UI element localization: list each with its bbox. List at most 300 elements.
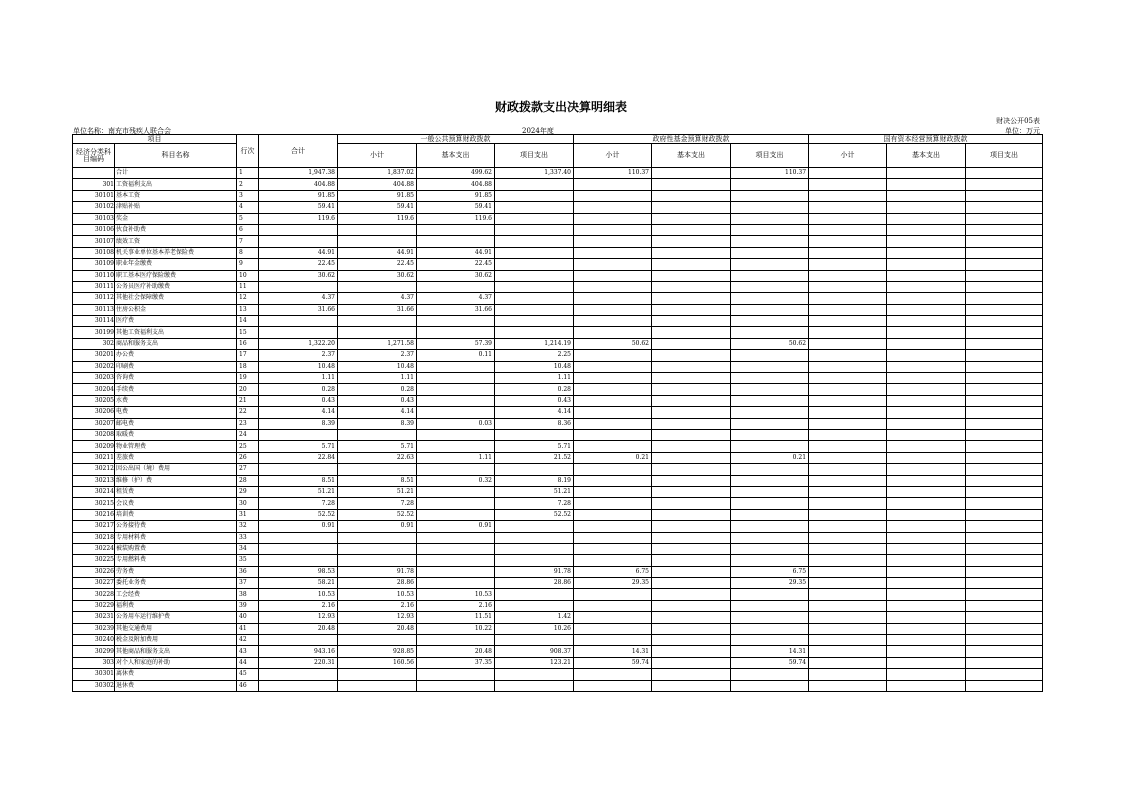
cell-value	[966, 646, 1043, 657]
cell-value	[652, 407, 731, 418]
cell-value	[966, 384, 1043, 395]
cell-line-no: 35	[237, 555, 259, 566]
cell-value	[338, 669, 417, 680]
cell-line-no: 24	[237, 429, 259, 440]
header-total: 合计	[259, 135, 338, 168]
cell-value: 58.21	[259, 578, 338, 589]
cell-value	[731, 635, 809, 646]
cell-value	[966, 259, 1043, 270]
cell-value	[966, 600, 1043, 611]
cell-name: 基本工资	[115, 190, 237, 201]
cell-value: 5.71	[495, 441, 574, 452]
cell-name: 职工基本医疗保险缴费	[115, 270, 237, 281]
table-row	[73, 327, 1043, 338]
cell-value	[652, 452, 731, 463]
cell-value	[809, 429, 887, 440]
table-row	[73, 509, 1043, 520]
cell-value	[731, 270, 809, 281]
cell-value	[652, 441, 731, 452]
cell-code: 30240	[73, 635, 115, 646]
cell-value	[338, 532, 417, 543]
cell-name: 其他社会保障缴费	[115, 293, 237, 304]
cell-value: 31.66	[338, 304, 417, 315]
cell-value	[731, 521, 809, 532]
cell-value	[966, 589, 1043, 600]
cell-value: 119.6	[259, 213, 338, 224]
cell-value	[574, 543, 652, 554]
cell-name: 邮电费	[115, 418, 237, 429]
cell-value	[417, 509, 495, 520]
cell-value	[495, 635, 574, 646]
cell-value	[887, 452, 966, 463]
header-capital-subtotal: 小计	[809, 144, 887, 168]
cell-value	[731, 623, 809, 634]
cell-line-no: 21	[237, 395, 259, 406]
cell-value	[574, 304, 652, 315]
cell-value: 51.21	[495, 486, 574, 497]
cell-value: 119.6	[417, 213, 495, 224]
table-row	[73, 680, 1043, 691]
cell-line-no: 40	[237, 612, 259, 623]
cell-line-no: 9	[237, 259, 259, 270]
cell-value	[887, 373, 966, 384]
cell-value: 22.45	[338, 259, 417, 270]
cell-code: 30212	[73, 464, 115, 475]
cell-value: 20.48	[417, 646, 495, 657]
cell-value	[574, 270, 652, 281]
cell-value	[574, 213, 652, 224]
cell-value	[887, 486, 966, 497]
cell-value	[259, 464, 338, 475]
cell-line-no: 6	[237, 224, 259, 235]
cell-value	[887, 578, 966, 589]
table-row	[73, 441, 1043, 452]
cell-code: 30224	[73, 543, 115, 554]
cell-line-no: 33	[237, 532, 259, 543]
cell-value	[574, 281, 652, 292]
cell-value: 12.93	[259, 612, 338, 623]
cell-value	[809, 623, 887, 634]
table-row	[73, 179, 1043, 190]
table-row	[73, 452, 1043, 463]
cell-value: 91.85	[338, 190, 417, 201]
cell-value: 51.21	[259, 486, 338, 497]
cell-value	[731, 669, 809, 680]
cell-value	[338, 464, 417, 475]
cell-value: 4.14	[495, 407, 574, 418]
cell-name: 租赁费	[115, 486, 237, 497]
cell-line-no: 15	[237, 327, 259, 338]
cell-value	[652, 304, 731, 315]
cell-code: 30209	[73, 441, 115, 452]
cell-value: 1.11	[259, 373, 338, 384]
cell-value	[259, 224, 338, 235]
cell-name: 职业年金缴费	[115, 259, 237, 270]
cell-value	[652, 532, 731, 543]
cell-value	[731, 202, 809, 213]
cell-value	[966, 224, 1043, 235]
cell-value: 0.21	[574, 452, 652, 463]
cell-value	[809, 259, 887, 270]
cell-value: 2.37	[259, 350, 338, 361]
cell-value	[338, 555, 417, 566]
cell-value	[652, 190, 731, 201]
cell-value	[495, 281, 574, 292]
cell-value	[259, 532, 338, 543]
cell-value	[966, 270, 1043, 281]
cell-line-no: 43	[237, 646, 259, 657]
cell-value	[574, 635, 652, 646]
cell-value	[259, 327, 338, 338]
cell-line-no: 41	[237, 623, 259, 634]
cell-value: 10.22	[417, 623, 495, 634]
cell-value	[495, 521, 574, 532]
cell-value	[731, 600, 809, 611]
cell-line-no: 32	[237, 521, 259, 532]
cell-value: 10.53	[259, 589, 338, 600]
table-row	[73, 600, 1043, 611]
cell-value	[887, 327, 966, 338]
cell-value	[966, 543, 1043, 554]
cell-value: 404.88	[259, 179, 338, 190]
cell-value	[574, 373, 652, 384]
cell-value: 20.48	[338, 623, 417, 634]
cell-value	[652, 327, 731, 338]
cell-value	[966, 475, 1043, 486]
cell-line-no: 2	[237, 179, 259, 190]
header-general-budget: 一般公共预算财政拨款	[338, 135, 574, 144]
cell-value	[809, 589, 887, 600]
cell-value: 123.21	[495, 657, 574, 668]
cell-value	[966, 407, 1043, 418]
cell-value	[966, 623, 1043, 634]
cell-value: 1,271.58	[338, 338, 417, 349]
cell-value: 22.45	[259, 259, 338, 270]
cell-value	[966, 179, 1043, 190]
cell-value	[887, 669, 966, 680]
cell-name: 合计	[115, 168, 237, 179]
cell-line-no: 14	[237, 316, 259, 327]
cell-value	[652, 384, 731, 395]
cell-value	[887, 418, 966, 429]
cell-value: 10.26	[495, 623, 574, 634]
cell-value	[652, 464, 731, 475]
cell-value	[966, 361, 1043, 372]
cell-value	[574, 179, 652, 190]
unit-name: 单位名称：南充市残疾人联合会	[73, 127, 171, 135]
cell-value	[887, 316, 966, 327]
cell-value	[417, 281, 495, 292]
cell-value	[966, 669, 1043, 680]
cell-line-no: 34	[237, 543, 259, 554]
cell-value	[652, 578, 731, 589]
cell-value	[809, 224, 887, 235]
cell-value: 22.63	[338, 452, 417, 463]
cell-value	[574, 669, 652, 680]
cell-value	[731, 293, 809, 304]
cell-value	[966, 418, 1043, 429]
table-row	[73, 168, 1043, 179]
cell-code: 30227	[73, 578, 115, 589]
cell-name: 水费	[115, 395, 237, 406]
cell-value	[417, 407, 495, 418]
cell-value: 28.86	[338, 578, 417, 589]
cell-value	[887, 566, 966, 577]
cell-value	[338, 635, 417, 646]
cell-value	[574, 589, 652, 600]
cell-line-no: 17	[237, 350, 259, 361]
cell-value	[966, 441, 1043, 452]
cell-value: 160.56	[338, 657, 417, 668]
cell-value	[731, 555, 809, 566]
cell-value: 91.78	[495, 566, 574, 577]
cell-value: 1.11	[495, 373, 574, 384]
cell-value	[887, 281, 966, 292]
table-row	[73, 657, 1043, 668]
table-row	[73, 384, 1043, 395]
cell-name: 对个人和家庭的补助	[115, 657, 237, 668]
cell-value	[966, 350, 1043, 361]
cell-value: 1.42	[495, 612, 574, 623]
cell-value	[338, 224, 417, 235]
cell-value: 5.71	[338, 441, 417, 452]
cell-value	[652, 543, 731, 554]
table-row	[73, 543, 1043, 554]
cell-value	[259, 236, 338, 247]
cell-value	[417, 441, 495, 452]
cell-value	[574, 259, 652, 270]
cell-value	[574, 612, 652, 623]
cell-value	[809, 464, 887, 475]
cell-name: 委托业务费	[115, 578, 237, 589]
cell-value	[809, 566, 887, 577]
cell-code	[73, 168, 115, 179]
cell-value	[809, 338, 887, 349]
cell-value	[574, 236, 652, 247]
cell-value	[809, 657, 887, 668]
cell-line-no: 13	[237, 304, 259, 315]
cell-value	[887, 429, 966, 440]
cell-value	[495, 680, 574, 691]
cell-name: 维修（护）费	[115, 475, 237, 486]
cell-value	[731, 395, 809, 406]
cell-value	[809, 521, 887, 532]
cell-value	[966, 555, 1043, 566]
form-number: 财决公开05表	[996, 117, 1040, 125]
cell-value: 0.91	[338, 521, 417, 532]
cell-value: 4.37	[338, 293, 417, 304]
cell-value	[574, 361, 652, 372]
cell-value	[809, 612, 887, 623]
cell-value: 4.37	[417, 293, 495, 304]
cell-value	[809, 213, 887, 224]
header-general-project: 项目支出	[495, 144, 574, 168]
cell-value	[338, 543, 417, 554]
cell-value	[731, 304, 809, 315]
cell-value: 57.39	[417, 338, 495, 349]
header-capital-project: 项目支出	[966, 144, 1043, 168]
cell-value	[495, 429, 574, 440]
cell-value	[731, 407, 809, 418]
cell-value	[574, 555, 652, 566]
cell-value	[809, 600, 887, 611]
cell-code: 30103	[73, 213, 115, 224]
cell-value	[495, 224, 574, 235]
cell-name: 住房公积金	[115, 304, 237, 315]
cell-value	[417, 669, 495, 680]
cell-code: 30207	[73, 418, 115, 429]
cell-name: 退休费	[115, 680, 237, 691]
cell-value	[809, 373, 887, 384]
cell-name: 福利费	[115, 600, 237, 611]
cell-value	[259, 429, 338, 440]
cell-value	[652, 395, 731, 406]
cell-value	[731, 224, 809, 235]
cell-value: 29.35	[731, 578, 809, 589]
cell-value	[887, 224, 966, 235]
cell-name: 培训费	[115, 509, 237, 520]
cell-value	[652, 509, 731, 520]
cell-value	[966, 327, 1043, 338]
cell-value	[652, 202, 731, 213]
cell-value	[574, 202, 652, 213]
cell-value	[887, 646, 966, 657]
cell-line-no: 28	[237, 475, 259, 486]
cell-name: 物业管理费	[115, 441, 237, 452]
table-row	[73, 407, 1043, 418]
header-name: 科目名称	[115, 144, 237, 168]
cell-line-no: 36	[237, 566, 259, 577]
cell-value: 10.48	[259, 361, 338, 372]
table-row	[73, 486, 1043, 497]
cell-value	[966, 213, 1043, 224]
cell-value	[495, 532, 574, 543]
cell-value	[495, 669, 574, 680]
cell-code: 30226	[73, 566, 115, 577]
cell-line-no: 4	[237, 202, 259, 213]
cell-value	[887, 384, 966, 395]
cell-value	[652, 612, 731, 623]
table-row	[73, 247, 1043, 258]
cell-code: 30203	[73, 373, 115, 384]
cell-value	[809, 179, 887, 190]
cell-value: 220.31	[259, 657, 338, 668]
cell-value: 59.41	[417, 202, 495, 213]
cell-line-no: 7	[237, 236, 259, 247]
cell-code: 30111	[73, 281, 115, 292]
cell-value	[809, 498, 887, 509]
cell-value	[259, 635, 338, 646]
cell-value	[652, 259, 731, 270]
cell-value	[417, 464, 495, 475]
cell-value	[887, 270, 966, 281]
cell-value	[495, 202, 574, 213]
header-state-capital-budget: 国有资本经营预算财政拨款	[809, 135, 1043, 144]
cell-value: 30.62	[417, 270, 495, 281]
cell-line-no: 16	[237, 338, 259, 349]
cell-value: 31.66	[417, 304, 495, 315]
cell-code: 30239	[73, 623, 115, 634]
cell-value	[495, 304, 574, 315]
cell-value: 4.37	[259, 293, 338, 304]
table-row	[73, 361, 1043, 372]
cell-value	[731, 213, 809, 224]
cell-value: 2.16	[338, 600, 417, 611]
table-row	[73, 429, 1043, 440]
cell-name: 伙食补助费	[115, 224, 237, 235]
cell-name: 工资福利支出	[115, 179, 237, 190]
cell-value	[652, 293, 731, 304]
header-fund-project: 项目支出	[731, 144, 809, 168]
cell-value: 0.91	[259, 521, 338, 532]
cell-value	[966, 168, 1043, 179]
cell-name: 电费	[115, 407, 237, 418]
cell-line-no: 19	[237, 373, 259, 384]
cell-value: 4.14	[259, 407, 338, 418]
cell-line-no: 39	[237, 600, 259, 611]
table-row	[73, 612, 1043, 623]
cell-line-no: 11	[237, 281, 259, 292]
cell-value	[259, 680, 338, 691]
cell-code: 301	[73, 179, 115, 190]
table-row	[73, 669, 1043, 680]
cell-value	[809, 384, 887, 395]
cell-value	[574, 190, 652, 201]
cell-name: 公务用车运行维护费	[115, 612, 237, 623]
cell-value	[574, 680, 652, 691]
cell-line-no: 1	[237, 168, 259, 179]
cell-value	[966, 281, 1043, 292]
cell-value	[809, 236, 887, 247]
cell-value: 499.62	[417, 168, 495, 179]
cell-value	[338, 316, 417, 327]
cell-value	[731, 247, 809, 258]
cell-value	[338, 680, 417, 691]
cell-code: 30112	[73, 293, 115, 304]
cell-value	[887, 657, 966, 668]
cell-name: 被装购置费	[115, 543, 237, 554]
money-unit: 单位：万元	[1005, 127, 1040, 135]
cell-value: 110.37	[574, 168, 652, 179]
cell-code: 302	[73, 338, 115, 349]
cell-value	[495, 464, 574, 475]
cell-name: 医疗费	[115, 316, 237, 327]
cell-value	[887, 338, 966, 349]
cell-value	[731, 179, 809, 190]
cell-value	[809, 395, 887, 406]
cell-value	[338, 281, 417, 292]
cell-value	[887, 259, 966, 270]
cell-name: 其他交通费用	[115, 623, 237, 634]
cell-value	[966, 521, 1043, 532]
cell-value	[574, 498, 652, 509]
cell-value	[809, 543, 887, 554]
cell-value: 1,837.02	[338, 168, 417, 179]
header-fund-subtotal: 小计	[574, 144, 652, 168]
cell-value	[574, 600, 652, 611]
cell-value	[966, 612, 1043, 623]
cell-value	[495, 293, 574, 304]
cell-value	[731, 612, 809, 623]
cell-code: 30299	[73, 646, 115, 657]
cell-name: 其他工资福利支出	[115, 327, 237, 338]
cell-value	[966, 304, 1043, 315]
cell-value	[652, 179, 731, 190]
cell-value	[966, 247, 1043, 258]
cell-value	[338, 429, 417, 440]
cell-value	[731, 361, 809, 372]
cell-value	[809, 293, 887, 304]
